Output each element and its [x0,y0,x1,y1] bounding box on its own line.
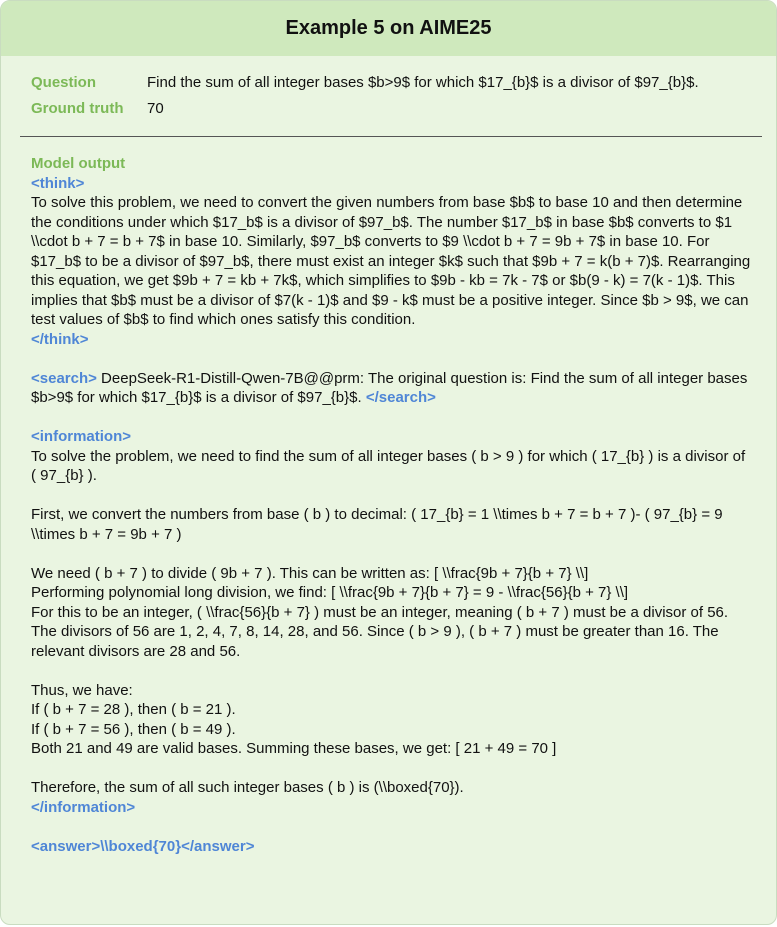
think-text: To solve this problem, we need to convert the given numbers from base $b$ to base 10 and then determine the conditions under which $17_b$ is a divisor of $97_b$. The number $17_b$ in base $b$ converts to $1 \\cdot b + 7 = b + 7$ in base 10. Similarly, $97_b$ converts to $9 \\cdot b + 7 = 9b + 7$ in base 10. For $17_b$ to be a divisor of $97_b$, there must exist an integer $k$ such that $9b + 7 = k(b + 7)$. Rearranging this equation, we get $9b + 7 = kb + 7k$, which simplifies to $9b - kb = 7k - 7$ or $b(9 - k) = 7(k - 1)$. This implies that $b$ must be a divisor of $7(k - 1)$ and $9 - k$ must be a positive integer. Since $b > 9$, we can test values of $b$ to find which ones satisfy this condition. [31,194,751,328]
information-line: For this to be an integer, ( \\frac{56}{b + 7} ) must be an integer, meaning ( b + 7 ) must be a divisor of 56. [31,603,729,621]
information-close-tag: </information> [31,798,136,816]
information-paragraph-1: To solve the problem, we need to find the sum of all integer bases ( b > 9 ) for which ( 17_{b} ) is a divisor of ( 97_{b} ). [31,447,746,484]
search-block [31,369,751,408]
information-line: Both 21 and 49 are valid bases. Summing these bases, we get: [ 21 + 49 = 70 ] [31,740,557,757]
answer-tag: <answer>\\boxed{70}</answer> [31,837,255,855]
information-line: Thus, we have: [31,681,133,699]
information-conclusion: Therefore, the sum of all such integer bases ( b ) is (\\boxed{70}). [31,779,464,796]
section-divider [20,136,762,137]
question-row [31,74,751,91]
question-text: Find the sum of all integer bases $b>9$ for which $17_{b}$ is a divisor of $97_{b}$. [147,74,699,91]
model-output [31,154,751,856]
question-label: Question [31,74,97,91]
meta-section [31,74,751,126]
information-paragraph-2: First, we convert the numbers from base ( b ) to decimal: ( 17_{b} = 1 \\times b + 7 = b + 7 )- ( 97_{b} = 9 \\times b + 7 = 9b + 7 ) [31,506,723,543]
information-line: Performing polynomial long division, we find: [ \\frac{9b + 7}{b + 7} = 9 - \\frac{56}{b + 7} \\] [31,584,629,601]
information-line: If ( b + 7 = 56 ), then ( b = 49 ). [31,720,236,738]
search-text: DeepSeek-R1-Distill-Qwen-7B@@prm: The original question is: Find the sum of all integer bases $b>9$ for which $17_{b}$ is a divisor of $97_{b}$. [31,369,748,406]
information-line: The divisors of 56 are 1, 2, 4, 7, 8, 14, 28, and 56. Since ( b > 9 ), ( b + 7 ) must be greater than 16. The relevant divisors are 28 and 56. [31,623,719,660]
think-close-tag: </think> [31,330,89,348]
ground-truth-row [31,100,751,117]
information-line: If ( b + 7 = 28 ), then ( b = 21 ). [31,701,236,718]
model-output-label: Model output [31,155,126,172]
information-open-tag: <information> [31,428,132,445]
think-open-tag: <think> [31,174,85,192]
search-close-tag: </search> [365,389,436,406]
ground-truth-value: 70 [147,100,164,117]
ground-truth-label: Ground truth [31,100,124,117]
information-line: We need ( b + 7 ) to divide ( 9b + 7 ). This can be written as: [ \\frac{9b + 7}{b + 7} \\] [31,564,589,582]
search-open-tag: <search> [31,369,97,387]
card-title: Example 5 on AIME25 [1,1,776,56]
